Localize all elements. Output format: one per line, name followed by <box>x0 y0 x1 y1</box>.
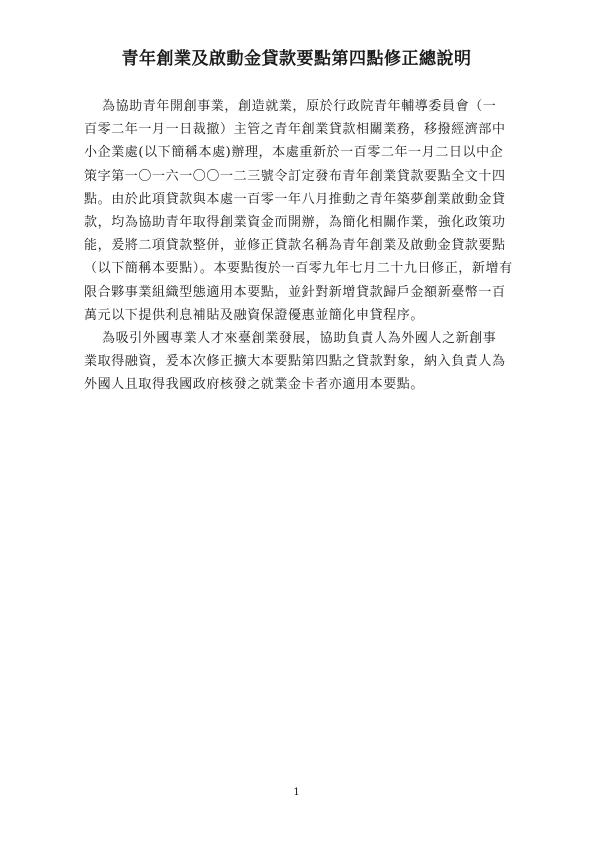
paragraph-line: 小企業處(以下簡稱本處)辦理，本處重新於一百零二年一月二日以中企 <box>84 145 504 161</box>
paragraph-line: 點。由於此項貸款與本處一百零一年八月推動之青年築夢創業啟動金貸 <box>84 191 506 207</box>
paragraph-line: 百零二年一月一日裁撤）主管之青年創業貸款相關業務，移撥經濟部中 <box>84 122 506 138</box>
paragraph-line: 限合夥事業組織型態適用本要點，並針對新增貸款歸戶金額新臺幣一百 <box>84 284 506 300</box>
document-body <box>84 95 524 396</box>
paragraph-line: 業取得融資，爰本次修正擴大本要點第四點之貸款對象，納入負責人為 <box>84 354 506 370</box>
paragraph-line: 外國人且取得我國政府核發之就業金卡者亦適用本要點。 <box>84 377 425 393</box>
paragraph-1 <box>84 95 524 327</box>
paragraph-line: （以下簡稱本要點）。本要點復於一百零九年七月二十九日修正，新增有 <box>84 261 513 277</box>
paragraph-line: 款，均為協助青年取得創業資金而開辦，為簡化相關作業，強化政策功 <box>84 214 506 230</box>
paragraph-line: 萬元以下提供利息補貼及融資保證優惠並簡化申貸程序。 <box>84 307 425 323</box>
paragraph-line: 能，爰將二項貸款整併，並修正貸款名稱為青年創業及啟動金貸款要點 <box>84 238 506 254</box>
paragraph-2 <box>84 327 524 397</box>
paragraph-line: 為吸引外國專業人才來臺創業發展，協助負責人為外國人之新創事 <box>102 330 497 346</box>
paragraph-line: 為協助青年開創事業，創造就業，原於行政院青年輔導委員會（一 <box>102 99 497 114</box>
page-number: 1 <box>293 787 300 798</box>
document-title: 青年創業及啟動金貸款要點第四點修正總說明 <box>121 49 472 69</box>
paragraph-line: 策字第一〇一六一〇〇一二三號令訂定發布青年創業貸款要點全文十四 <box>84 168 506 184</box>
